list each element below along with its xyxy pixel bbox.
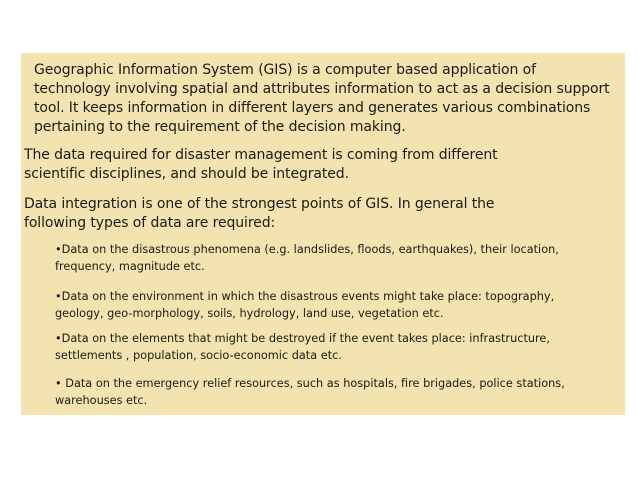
bullet-disastrous-phenomena: •Data on the disastrous phenomena (e.g. landslides, floods, earthquakes), their location, frequency, magnitude etc. xyxy=(55,243,559,273)
paragraph-data-sources: The data required for disaster management is coming from different scientific disciplines, and should be integrated. xyxy=(24,147,498,182)
bullet-elements-at-risk: •Data on the elements that might be destroyed if the event takes place: infrastructure, settlements , population, socio-economic data etc. xyxy=(55,332,550,362)
paragraph-data-integration: Data integration is one of the strongest points of GIS. In general the following types of data are required: xyxy=(24,196,495,231)
slide-panel xyxy=(21,53,625,415)
bullet-relief-resources: • Data on the emergency relief resources, such as hospitals, fire brigades, police stations, warehouses etc. xyxy=(55,377,565,407)
bullet-environment: •Data on the environment in which the disastrous events might take place: topography, geology, geo-morphology, soils, hydrology, land use, vegetation etc. xyxy=(55,290,555,320)
paragraph-gis-definition: Geographic Information System (GIS) is a computer based application of technology involving spatial and attributes information to act as a decision support tool. It keeps information in different layers and generates various combinations pertaining to the requirement of the decision making. xyxy=(34,62,610,135)
